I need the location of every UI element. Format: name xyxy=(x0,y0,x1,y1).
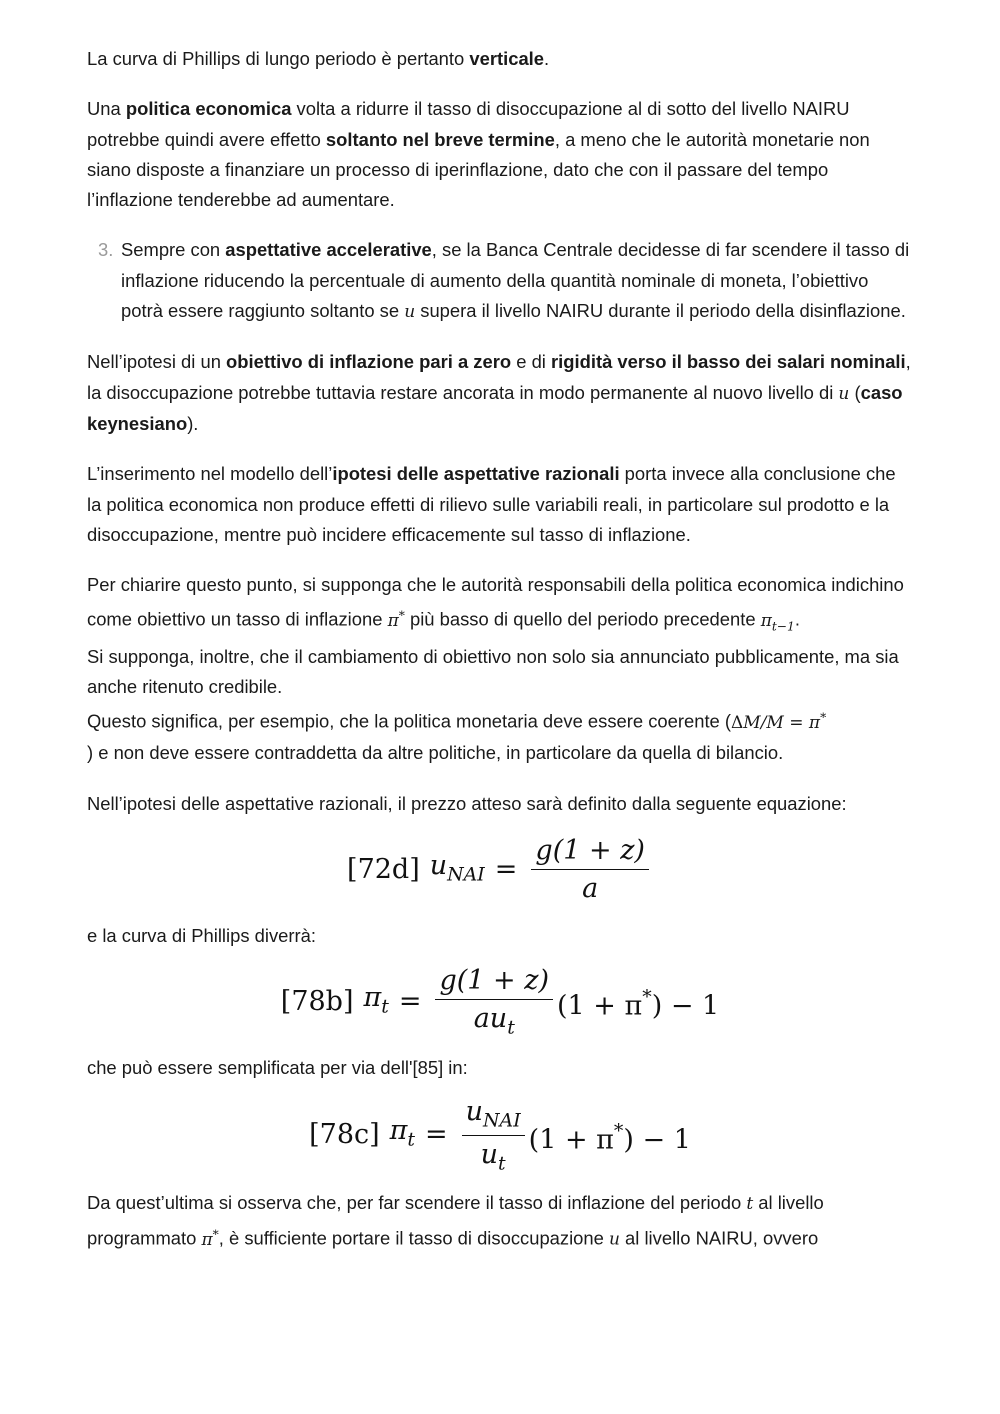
list-number: 3. xyxy=(98,239,114,261)
text: ( xyxy=(849,381,861,403)
text: , a meno che le autorità monetarie non siano disposte a finanziare un processo di iperinflazione, dato che con il passare del tempo l’inflazione tenderebbe ad aumentare. xyxy=(87,128,870,211)
text: supera il livello NAIRU durante il periodo della disinflazione. xyxy=(415,300,906,322)
math-operator: = xyxy=(783,713,809,734)
fraction-numerator xyxy=(462,1097,525,1136)
paragraph-keynesian-case xyxy=(87,347,913,439)
equation-lhs xyxy=(430,851,485,890)
equation-tail xyxy=(529,1116,691,1156)
math-inline xyxy=(201,1226,219,1250)
text: e la curva di Phillips diverrà: xyxy=(87,924,316,946)
equation-78b xyxy=(87,957,913,1047)
bold-text: politica economica xyxy=(125,98,292,120)
bold-text: aspettative accelerative xyxy=(225,239,432,261)
bold-text: rigidità verso il basso dei salari nominali xyxy=(551,351,906,373)
text: Da quest’ultima si osserva che, per far scendere il tasso di inflazione del periodo xyxy=(87,1191,747,1213)
math-text: ) − 1 xyxy=(623,1124,691,1156)
math-subscript: t xyxy=(381,995,389,1018)
math-inline: u xyxy=(404,302,416,323)
text: . xyxy=(794,609,800,631)
fraction-denominator: a xyxy=(582,873,599,905)
math-subscript: NAI xyxy=(447,863,485,886)
equals-sign: = xyxy=(398,986,422,1018)
math-symbol: u xyxy=(429,849,448,881)
text: Nell’ipotesi di un xyxy=(87,351,227,373)
math-superscript: * xyxy=(820,710,827,725)
math-superscript: * xyxy=(212,1226,219,1241)
math-inline xyxy=(760,611,795,634)
math-inline xyxy=(731,710,827,734)
math-inline: u xyxy=(608,1229,620,1250)
text: e di xyxy=(511,351,551,373)
text: Si supponga, inoltre, che il cambiamento di obiettivo non solo sia annunciato pubblicamente, ma sia anche ritenuto credibile. xyxy=(87,645,899,698)
paragraph-phillips-becomes xyxy=(87,921,913,951)
text: che può essere semplificata per via dell'[85] in: xyxy=(87,1057,468,1079)
math-subscript: t−1 xyxy=(771,619,795,634)
math-superscript: * xyxy=(613,1119,624,1142)
paragraph-rational-expectations xyxy=(87,459,913,550)
text: porta invece alla conclusione che la politica economica non produce effetti di rilievo sulle variabili reali, in particolare sul prodotto e la disoccupazione, mentre può incidere efficacemente sul tasso di inflazione. xyxy=(87,463,896,545)
text: ). xyxy=(187,412,199,434)
text: Questo significa, per esempio, che la politica monetaria deve essere coerente ( xyxy=(87,711,732,733)
paragraph-economic-policy xyxy=(87,94,913,215)
equation-72d xyxy=(87,827,913,913)
text: Nell’ipotesi delle aspettative razionali, il prezzo atteso sarà definito dalla seguente equazione: xyxy=(87,792,847,814)
list-item-3 xyxy=(87,235,913,327)
text: Per chiarire questo punto, si supponga che le autorità responsabili della politica economica indichino come obiettivo un tasso di inflazione xyxy=(87,574,904,631)
bold-text: ipotesi delle aspettative razionali xyxy=(332,463,620,485)
math-symbol: π xyxy=(389,1115,408,1147)
math-inline xyxy=(387,608,405,632)
text: volta a ridurre il tasso di disoccupazione al di sotto del livello NAIRU potrebbe quindi avere effetto xyxy=(87,98,850,150)
fraction xyxy=(531,836,649,904)
bold-text: caso keynesiano xyxy=(87,381,903,434)
math-subscript: NAI xyxy=(483,1109,521,1132)
text: ) e non deve essere contraddetta da altre politiche, in particolare da quella di bilancio. xyxy=(87,742,784,764)
math-symbol: π xyxy=(760,611,772,632)
equation-78c xyxy=(87,1092,913,1180)
text: . xyxy=(544,48,550,69)
math-symbol: u xyxy=(465,1095,484,1127)
text: più basso di quello del periodo precedente xyxy=(404,609,761,631)
paragraph-conclusion xyxy=(87,1188,913,1255)
bold-text: obiettivo di inflazione pari a zero xyxy=(226,351,512,373)
text: , se la Banca Centrale decidesse di far scendere il tasso di inflazione riducendo la percentuale di aumento della quantità nominale di moneta, l’obiettivo potrà essere raggiunto soltanto se xyxy=(121,239,910,322)
math-symbol: au xyxy=(473,1003,508,1035)
math-text: (1 + π xyxy=(528,1124,614,1156)
math-subscript: t xyxy=(507,1017,515,1039)
math-subscript: t xyxy=(407,1128,416,1151)
math-symbol: π xyxy=(808,713,821,734)
equation-label: [72d] xyxy=(347,853,420,885)
equals-sign: = xyxy=(425,1119,448,1151)
equation-label: [78b] xyxy=(280,986,354,1018)
math-superscript: * xyxy=(398,608,405,623)
equation-label: [78c] xyxy=(309,1119,380,1151)
text: Sempre con xyxy=(121,239,226,261)
bold-text: verticale xyxy=(469,48,545,69)
math-inline: t xyxy=(746,1193,754,1214)
text: , è sufficiente portare il tasso di disoccupazione xyxy=(218,1227,609,1249)
fraction-numerator: g(1 + z) xyxy=(435,966,553,1001)
text: al livello programmato xyxy=(87,1191,824,1249)
text: La curva di Phillips di lungo periodo è pertanto xyxy=(87,48,470,69)
math-subscript: t xyxy=(498,1152,506,1175)
equation-lhs xyxy=(364,983,389,1022)
math-symbol: Δ xyxy=(731,713,744,734)
fraction xyxy=(462,1097,525,1175)
math-symbol: π xyxy=(201,1229,213,1250)
fraction xyxy=(435,966,553,1039)
paragraph-target-inflation xyxy=(87,570,913,769)
equals-sign: = xyxy=(494,853,518,885)
math-superscript: * xyxy=(642,986,652,1009)
text: Una xyxy=(87,98,126,120)
math-text: (1 + π xyxy=(557,990,643,1022)
text: al livello NAIRU, ovvero xyxy=(619,1227,819,1249)
math-symbol: u xyxy=(480,1139,499,1171)
text: , la disoccupazione potrebbe tuttavia restare ancorata in modo permanente al nuovo livello di xyxy=(87,351,911,403)
math-inline: u xyxy=(838,383,850,404)
fraction-numerator: g(1 + z) xyxy=(531,836,649,871)
equation-lhs xyxy=(390,1116,415,1155)
document-page xyxy=(87,44,913,1275)
bold-text: soltanto nel breve termine xyxy=(325,128,555,150)
math-symbol: π xyxy=(387,611,399,632)
paragraph-simplified xyxy=(87,1053,913,1083)
paragraph-expected-price xyxy=(87,789,913,819)
equation-tail xyxy=(557,982,719,1022)
math-symbol: M/M xyxy=(743,713,784,734)
text: L’inserimento nel modello dell’ xyxy=(87,463,333,485)
fraction-denominator xyxy=(477,1136,510,1174)
fraction-denominator xyxy=(470,1000,519,1038)
paragraph-long-run-phillips xyxy=(87,44,913,74)
math-symbol: π xyxy=(363,981,382,1013)
math-text: ) − 1 xyxy=(651,990,720,1022)
